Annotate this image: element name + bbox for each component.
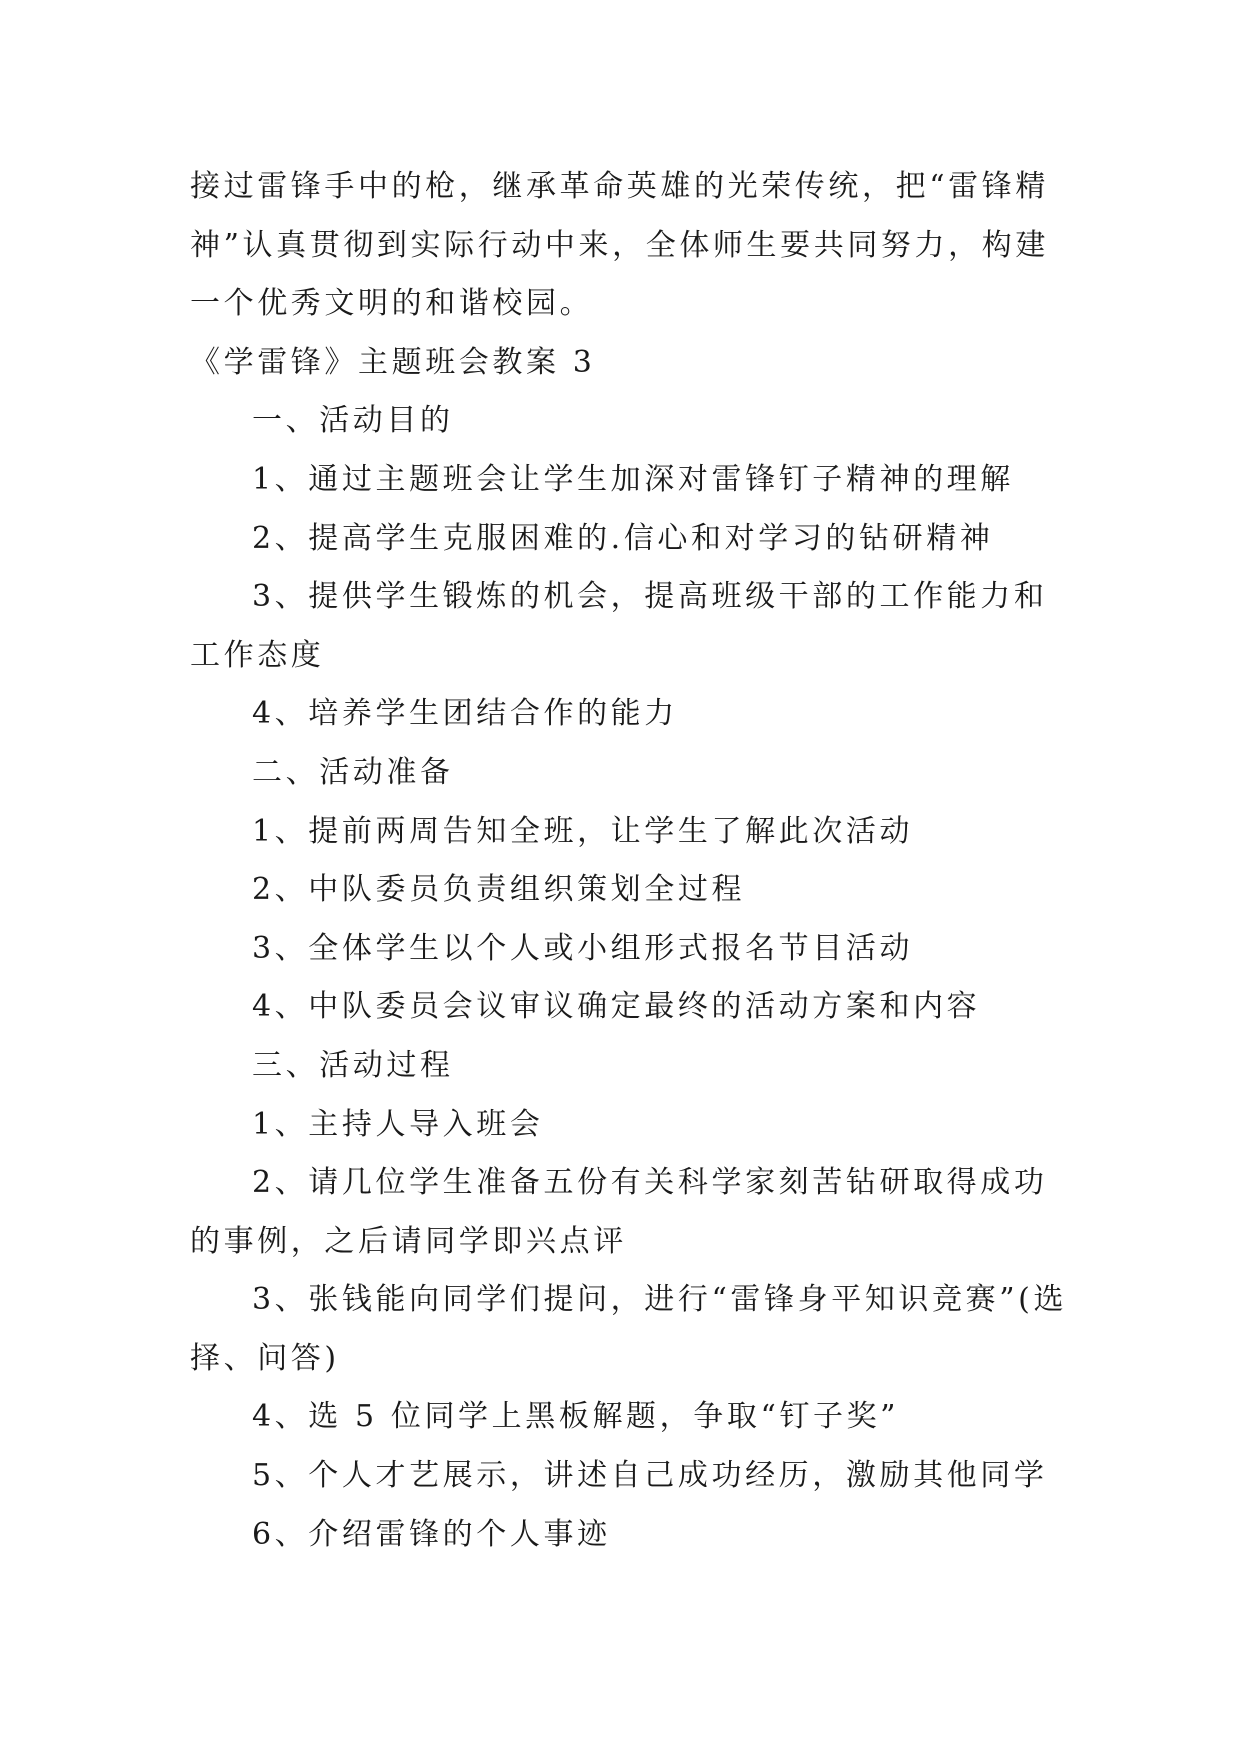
list-item: 5、个人才艺展示，讲述自己成功经历，激励其他同学 — [252, 1458, 1048, 1494]
list-item: 3、全体学生以个人或小组形式报名节目活动 — [252, 930, 914, 966]
list-item-continuation: 工作态度 — [190, 637, 325, 673]
list-item-continuation: 择、问答) — [190, 1340, 340, 1376]
list-item: 4、选 5 位同学上黑板解题，争取“钉子奖” — [252, 1399, 900, 1435]
heading-activity-preparation: 二、活动准备 — [252, 754, 454, 790]
heading-activity-purpose: 一、活动目的 — [252, 403, 454, 439]
list-item: 4、中队委员会议审议确定最终的活动方案和内容 — [252, 989, 981, 1025]
list-item: 1、通过主题班会让学生加深对雷锋钉子精神的理解 — [252, 461, 1014, 497]
text-line: 接过雷锋手中的枪，继承革命英雄的光荣传统，把“雷锋精 — [190, 169, 1049, 204]
document-body — [190, 158, 1068, 1564]
section-title: 《学雷锋》主题班会教案 3 — [190, 344, 596, 380]
list-item: 2、请几位学生准备五份有关科学家刻苦钻研取得成功 — [252, 1165, 1048, 1201]
text-line: 一个优秀文明的和谐校园。 — [190, 286, 594, 322]
list-item: 2、中队委员负责组织策划全过程 — [252, 872, 746, 908]
list-item: 1、主持人导入班会 — [252, 1106, 544, 1142]
text-line: 神”认真贯彻到实际行动中来，全体师生要共同努力，构建 — [190, 227, 1049, 263]
list-item: 3、张钱能向同学们提问，进行“雷锋身平知识竞赛”(选 — [252, 1282, 1068, 1318]
list-item: 1、提前两周告知全班，让学生了解此次活动 — [252, 813, 914, 849]
list-item: 6、介绍雷锋的个人事迹 — [252, 1516, 611, 1552]
list-item: 4、培养学生团结合作的能力 — [252, 696, 678, 732]
list-item: 2、提高学生克服困难的.信心和对学习的钻研精神 — [252, 520, 994, 556]
heading-activity-process: 三、活动过程 — [252, 1047, 454, 1083]
list-item-continuation: 的事例，之后请同学即兴点评 — [190, 1223, 627, 1259]
list-item: 3、提供学生锻炼的机会，提高班级干部的工作能力和 — [252, 579, 1048, 615]
